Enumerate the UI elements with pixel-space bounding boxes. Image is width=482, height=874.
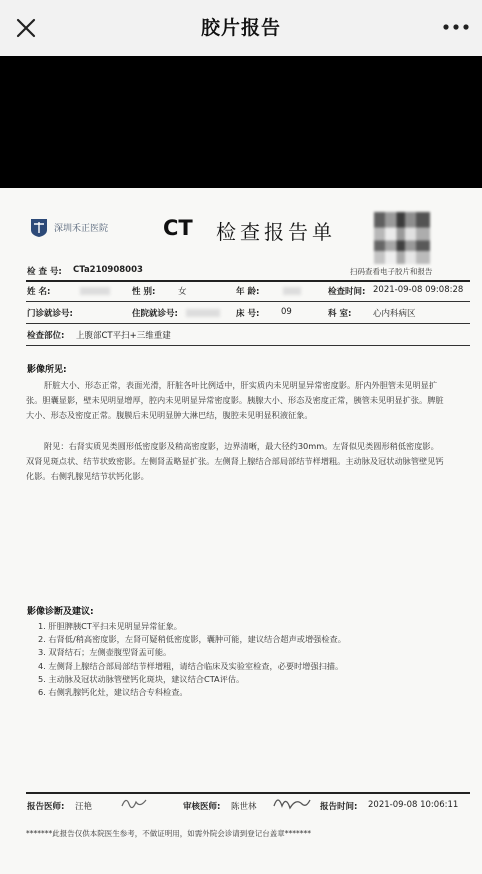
redacted-inpatient-no: [186, 309, 220, 317]
row-divider: [26, 301, 470, 302]
footer-divider: [26, 792, 470, 794]
report-time-label: 报告时间:: [320, 802, 358, 812]
diagnosis-item: 2. 右肾低/稍高密度影，左肾可疑稍低密度影，囊肿可能，建议结合超声或增强检查。: [38, 634, 346, 645]
hospital-name: 深圳禾正医院: [54, 224, 109, 234]
exam-no-label: 检 查 号:: [27, 267, 62, 277]
dept-value: 心内科病区: [373, 309, 416, 319]
row-divider: [26, 345, 470, 346]
reviewer-name: 陈世林: [231, 802, 257, 812]
redacted-age: [283, 287, 301, 295]
diagnosis-list: [38, 620, 346, 699]
report-document[interactable]: [0, 188, 482, 874]
age-label: 年 龄:: [236, 287, 260, 297]
bed-value: 09: [281, 307, 292, 317]
reviewer-label: 审核医师:: [183, 802, 221, 812]
findings-paragraph-1: 肝脏大小、形态正常，表面光滑，肝脏各叶比例适中，肝实质内未见明显异常密度影。肝内外胆管未见明显扩张。胆囊显影，壁未见明显增厚，腔内未见明显异常密度影。胰腺大小、形态及密度正常，胰管未见明显扩张。脾脏大小、形态及密度正常。腹膜后未见明显肿大淋巴结，腹腔未见明显积液征象。: [26, 380, 444, 420]
diagnosis-title: 影像诊断及建议:: [27, 607, 94, 617]
redacted-name: [80, 287, 110, 295]
sex-label: 性 别:: [132, 287, 156, 297]
name-label: 姓 名:: [27, 287, 51, 297]
diagnosis-item: 3. 双肾结石；左侧壶腹型肾盂可能。: [38, 647, 172, 658]
report-title-ct: CT: [163, 216, 193, 240]
findings-paragraph-2: 附见：右肾实质见类圆形低密度影及稍高密度影，边界清晰，最大径约30mm。左肾似见类圆形稍低密度影。双肾见斑点状、结节状致密影。左侧肾盂略显扩张。左侧肾上腺结合部局部结节样增粗。主动脉及冠状动脉管壁见钙化影。右侧乳腺见结节状钙化影。: [26, 441, 444, 481]
diagnosis-item: 1. 肝胆脾胰CT平扫未见明显异常征象。: [38, 621, 182, 631]
diagnosis-item: 6. 右侧乳腺钙化灶，建议结合专科检查。: [38, 687, 188, 698]
exam-time-label: 检查时间:: [328, 287, 366, 297]
inpatient-label: 住院就诊号:: [132, 309, 178, 319]
doctor-label: 报告医师:: [27, 802, 65, 812]
diagnosis-item: 5. 主动脉及冠状动脉管壁钙化斑块，建议结合CTA评估。: [38, 673, 245, 684]
doctor-name: 汪艳: [75, 802, 93, 812]
exam-time: 2021-09-08 09:08:28: [373, 285, 464, 295]
bed-label: 床 号:: [236, 309, 260, 319]
exam-part: 上腹部CT平扫+三维重建: [76, 331, 171, 341]
report-title: 检查报告单: [216, 220, 336, 244]
exam-no: CTa210908003: [73, 265, 143, 275]
qr-caption: 扫码查看电子胶片和报告: [350, 267, 433, 276]
sex-value: 女: [178, 287, 187, 297]
page-title: 胶片报告: [200, 17, 281, 39]
report-time: 2021-09-08 10:06:11: [368, 800, 459, 810]
outpatient-label: 门诊就诊号:: [27, 309, 73, 319]
header-divider: [26, 280, 470, 282]
exam-part-label: 检查部位:: [27, 331, 65, 341]
footer-disclaimer: *******此报告仅供本院医生参考，不做证明用，如需外院会诊请到登记台盖章*******: [26, 829, 311, 838]
image-black-band: [0, 56, 482, 188]
doctor-signature: [120, 794, 148, 816]
row-divider: [26, 323, 470, 324]
dept-label: 科 室:: [328, 309, 352, 319]
reviewer-signature: [272, 792, 312, 818]
more-icon[interactable]: [442, 22, 470, 32]
findings-title: 影像所见:: [27, 365, 67, 375]
diagnosis-item: 4. 左侧肾上腺结合部局部结节样增粗，请结合临床及实验室检查，必要时增强扫描。: [38, 660, 344, 671]
nav-bar: [0, 0, 482, 56]
qr-code[interactable]: [374, 212, 430, 264]
hospital-emblem-icon: [30, 218, 48, 238]
